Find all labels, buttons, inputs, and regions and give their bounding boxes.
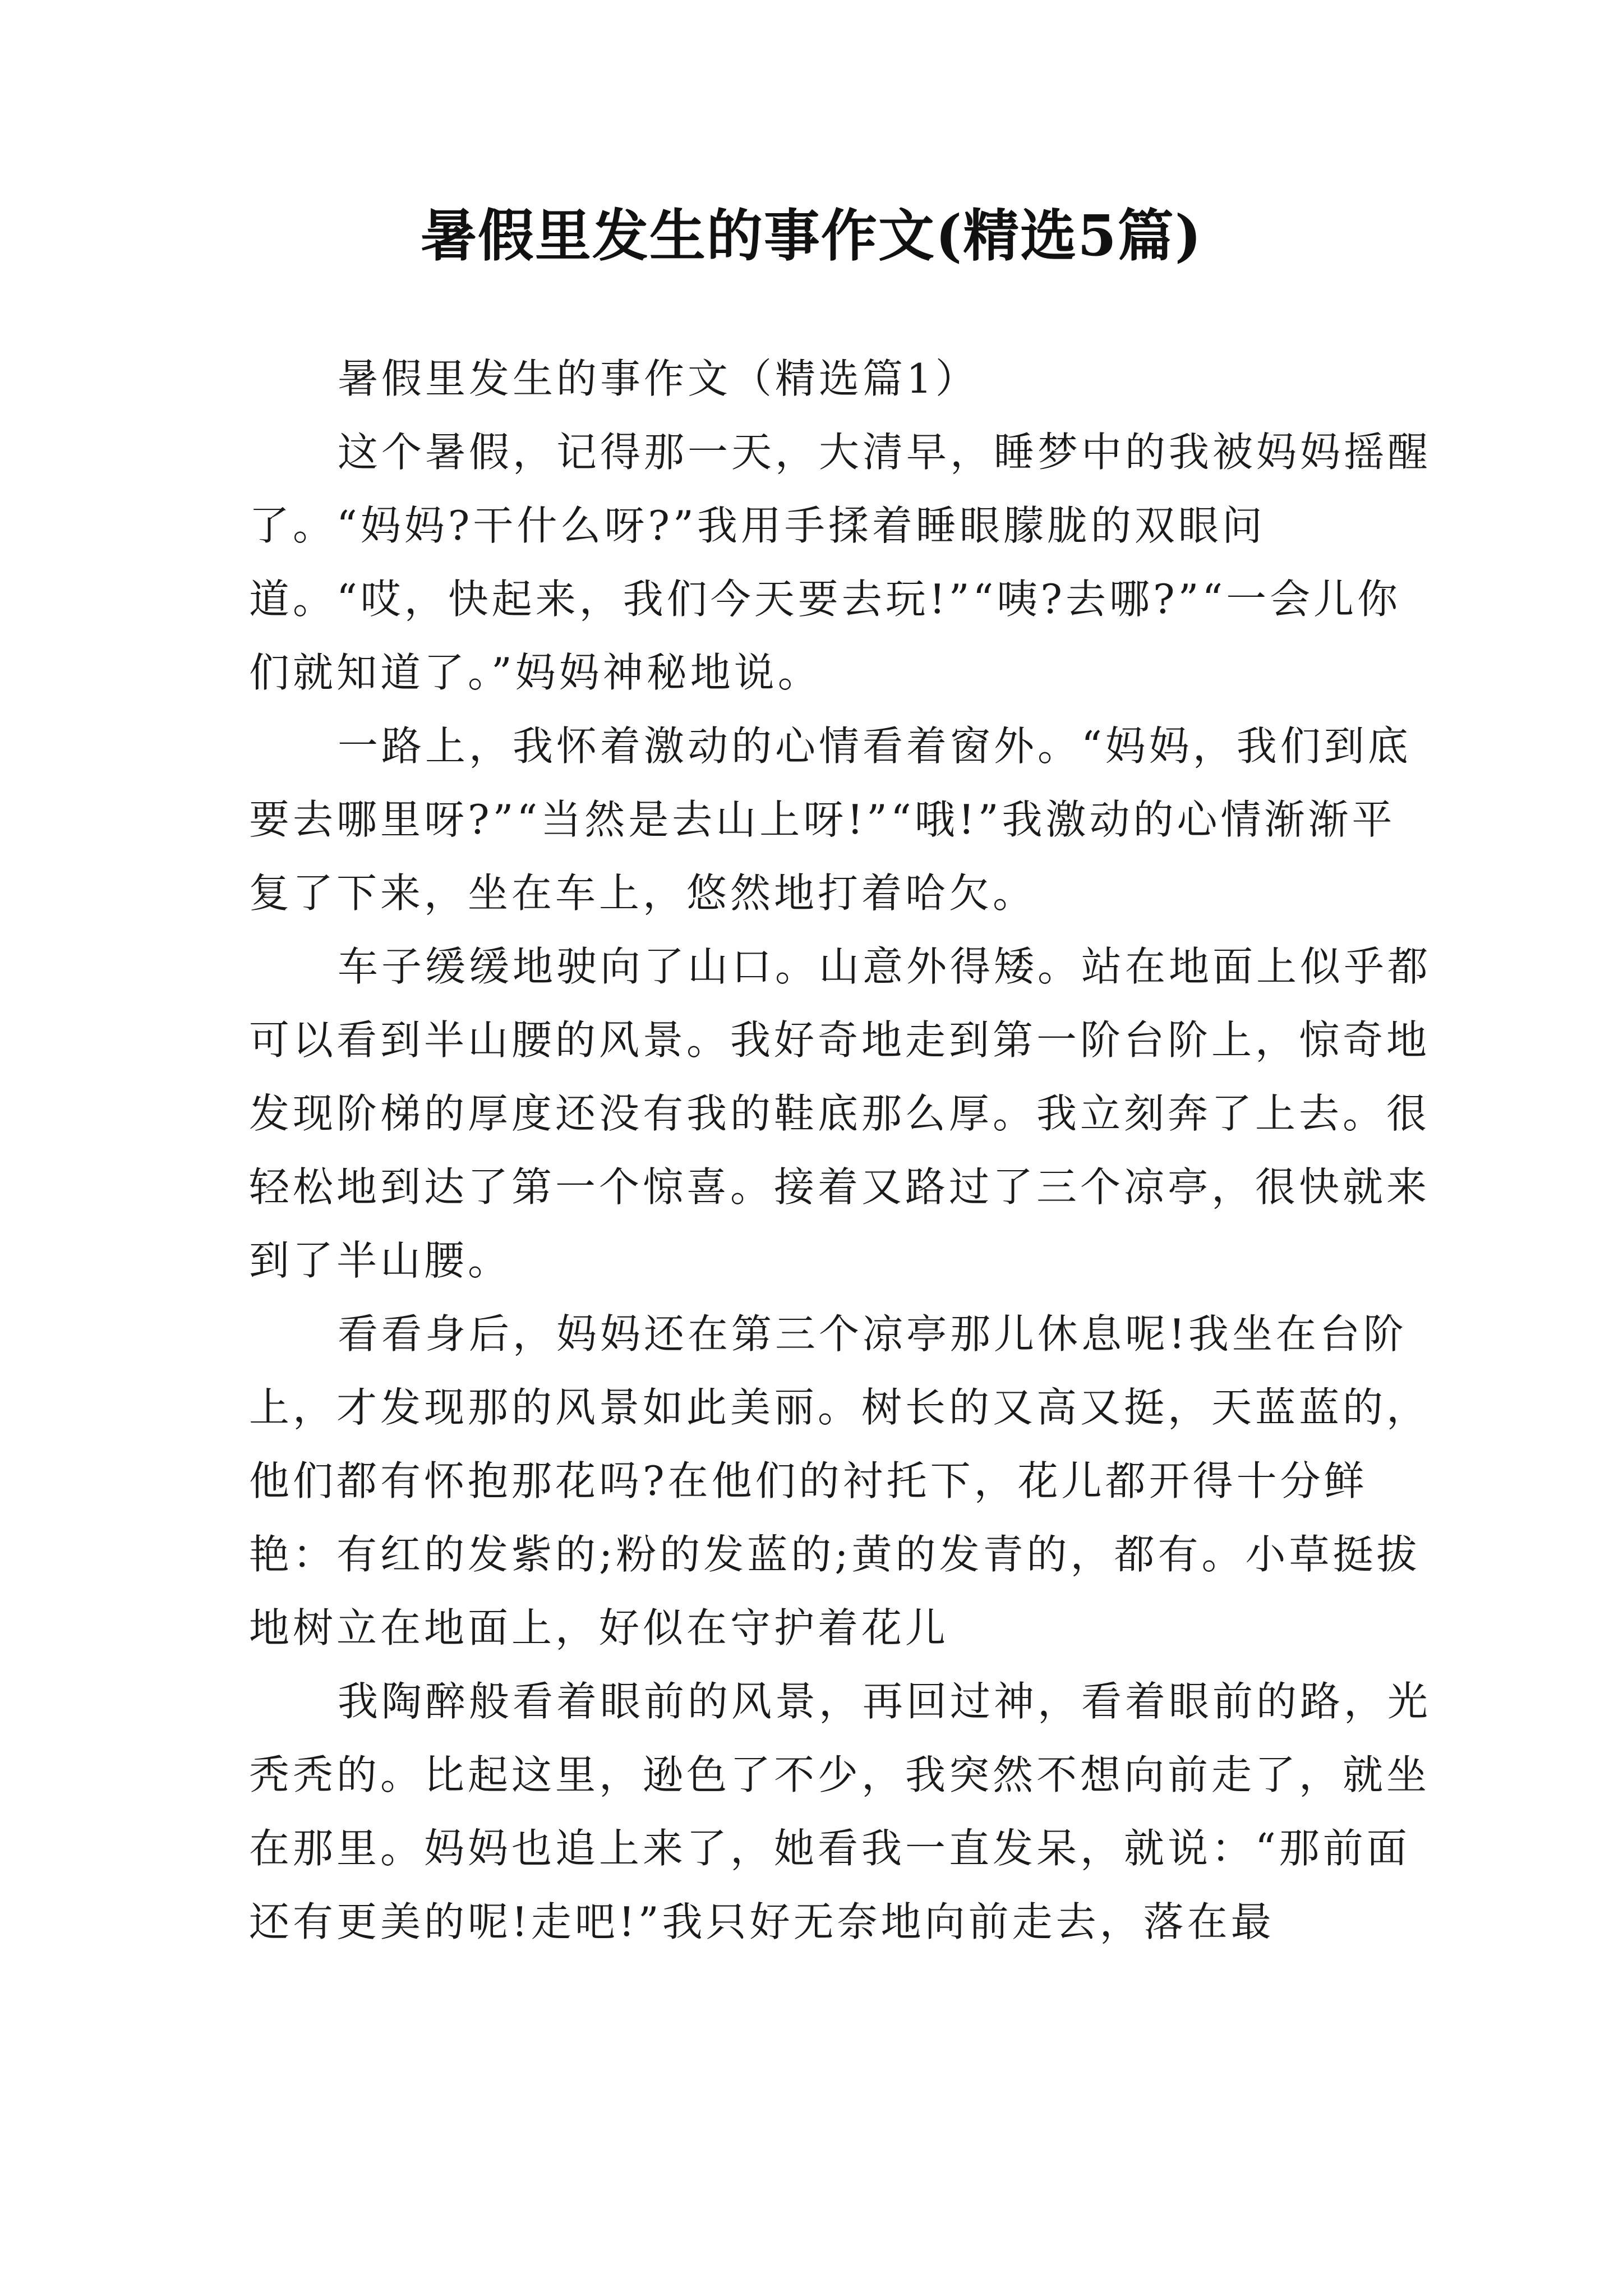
paragraph: 我陶醉般看着眼前的风景，再回过神，看着眼前的路，光秃秃的。比起这里，逊色了不少，我突然不想向前走了，就坐在那里。妈妈也追上来了，她看我一直发呆，就说：“那前面还有更美的呢!走吧!”我只好无奈地向前走去，落在最 <box>249 1678 1432 1945</box>
section-heading: 暑假里发生的事作文（精选篇1） <box>338 355 979 402</box>
document-title: 暑假里发生的事作文(精选5篇) <box>420 203 1203 269</box>
document-body <box>249 342 1432 1959</box>
paragraph: 看看身后，妈妈还在第三个凉亭那儿休息呢!我坐在台阶上，才发现那的风景如此美丽。树长的又高又挺，天蓝蓝的，他们都有怀抱那花吗?在他们的衬托下，花儿都开得十分鲜艳：有红的发紫的;粉的发蓝的;黄的发青的，都有。小草挺拔地树立在地面上，好似在守护着花儿 <box>249 1310 1431 1651</box>
paragraph: 一路上，我怀着激动的心情看着窗外。“妈妈，我们到底要去哪里呀?”“当然是去山上呀!”“哦!”我激动的心情渐渐平复了下来，坐在车上，悠然地打着哈欠。 <box>249 723 1412 917</box>
paragraph: 车子缓缓地驶向了山口。山意外得矮。站在地面上似乎都可以看到半山腰的风景。我好奇地走到第一阶台阶上，惊奇地发现阶梯的厚度还没有我的鞋底那么厚。我立刻奔了上去。很轻松地到达了第一个惊喜。接着又路过了三个凉亭，很快就来到了半山腰。 <box>249 943 1432 1284</box>
paragraph: 这个暑假，记得那一天，大清早，睡梦中的我被妈妈摇醒了。“妈妈?干什么呀?”我用手揉着睡眼朦胧的双眼问道。“哎，快起来，我们今天要去玩!”“咦?去哪?”“一会儿你们就知道了。”妈妈神秘地说。 <box>249 429 1432 696</box>
